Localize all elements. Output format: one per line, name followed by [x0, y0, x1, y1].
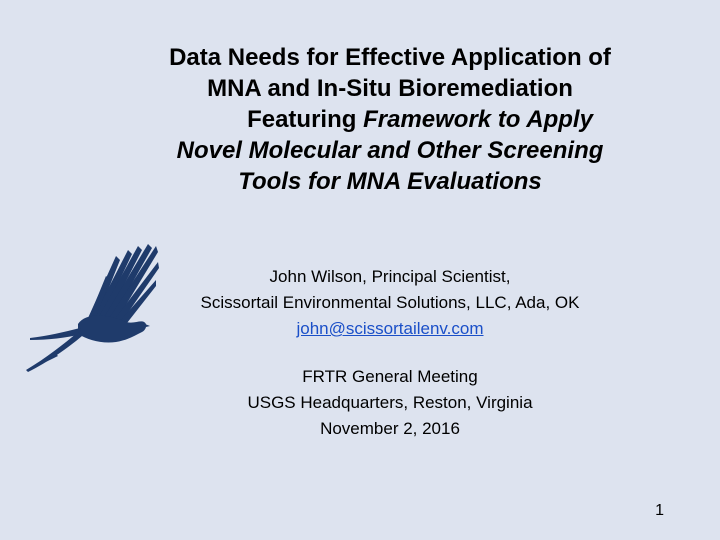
- title-line-3-prefix: Featuring: [247, 106, 364, 133]
- author-email-link[interactable]: john@scissortailenv.com: [296, 319, 484, 338]
- event-name: FRTR General Meeting: [302, 367, 478, 386]
- author-name: John Wilson, Principal Scientist,: [269, 267, 511, 286]
- title-line-3: [110, 104, 670, 135]
- event-date: November 2, 2016: [320, 419, 460, 438]
- presenter-info: [110, 264, 670, 442]
- slide-title: [110, 42, 670, 197]
- title-line-1: Data Needs for Effective Application of: [169, 44, 611, 71]
- event-location: USGS Headquarters, Reston, Virginia: [247, 393, 533, 412]
- title-line-5: Tools for MNA Evaluations: [238, 168, 542, 195]
- title-line-4: Novel Molecular and Other Screening: [176, 137, 604, 164]
- title-line-2: MNA and In-Situ Bioremediation: [207, 75, 573, 102]
- spacer: [110, 342, 670, 364]
- author-organization: Scissortail Environmental Solutions, LLC, Ada, OK: [200, 293, 580, 312]
- title-line-3-italic: Framework to Apply: [363, 106, 593, 133]
- page-number: 1: [655, 502, 664, 519]
